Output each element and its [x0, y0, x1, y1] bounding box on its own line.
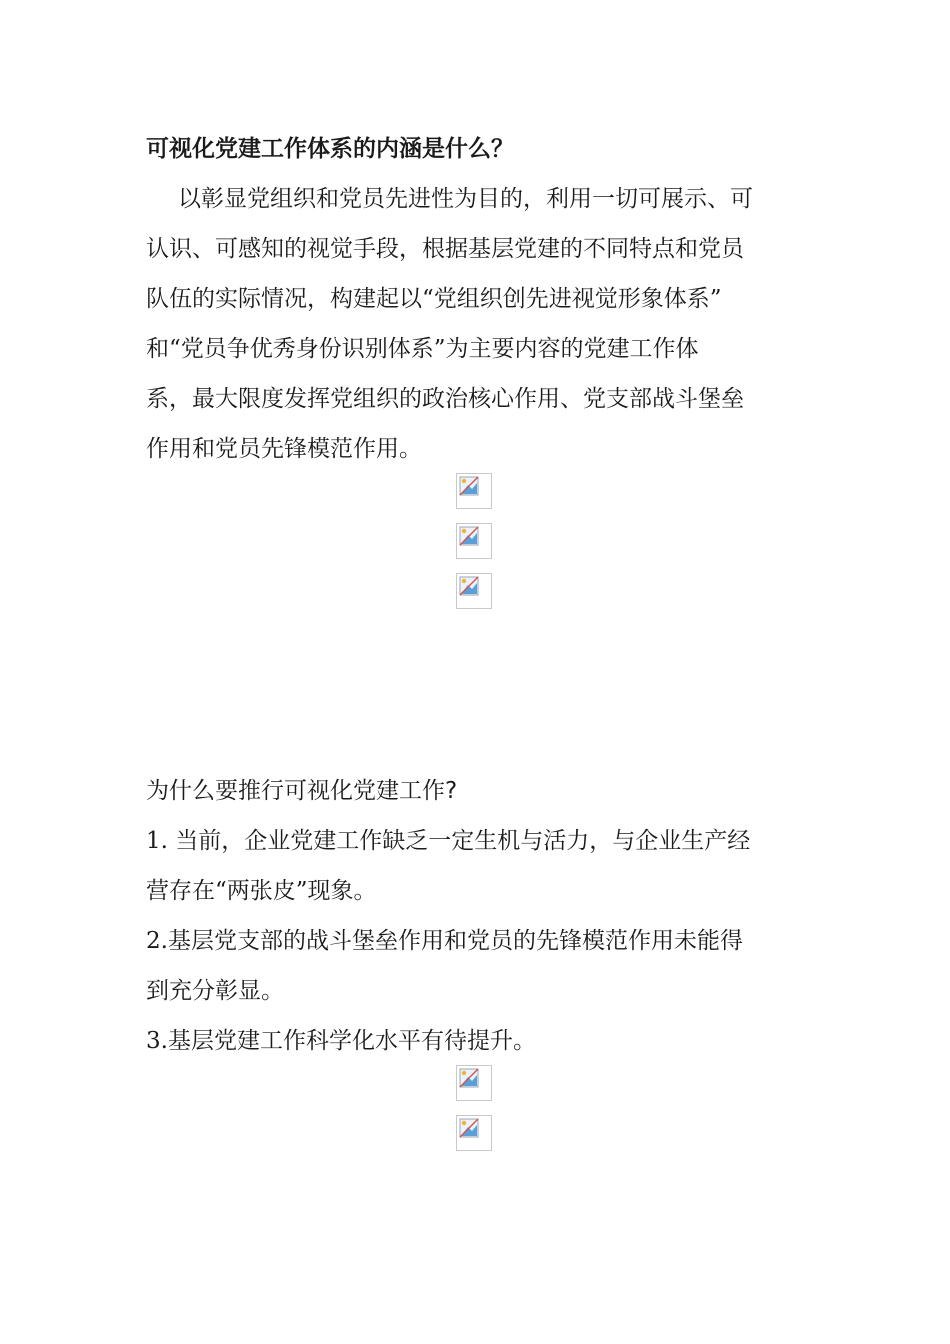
image-placeholder: [456, 1115, 492, 1151]
section1-heading: 可视化党建工作体系的内涵是什么？: [146, 135, 514, 162]
broken-image-icon: [459, 1118, 479, 1138]
list-item-line: 到充分彰显。: [146, 978, 284, 1004]
paragraph-line: 队伍的实际情况，构建起以“党组织创先进视觉形象体系”: [146, 286, 722, 312]
paragraph-line: 作用和党员先锋模范作用。: [146, 436, 422, 462]
broken-image-icon: [459, 576, 479, 596]
list-item: [146, 1016, 536, 1066]
list-item-line: 2.基层党支部的战斗堡垒作用和党员的先锋模范作用未能得: [146, 928, 743, 954]
list-item-line: 3.基层党建工作科学化水平有待提升。: [146, 1028, 536, 1054]
image-placeholder: [456, 573, 492, 609]
paragraph-line: 系，最大限度发挥党组织的政治核心作用、党支部战斗堡垒: [146, 386, 744, 412]
image-placeholder: [456, 473, 492, 509]
list-item: [146, 816, 750, 916]
image-placeholder: [456, 523, 492, 559]
broken-image-icon: [459, 526, 479, 546]
section2-heading: 为什么要推行可视化党建工作?: [146, 778, 458, 804]
list-item-line: 营存在“两张皮”现象。: [146, 878, 377, 904]
list-item-line: 1. 当前，企业党建工作缺乏一定生机与活力，与企业生产经: [146, 828, 751, 854]
paragraph-line: 以彰显党组织和党员先进性为目的，利用一切可展示、可: [178, 186, 753, 212]
section1-paragraph: [146, 174, 811, 474]
broken-image-icon: [459, 1068, 479, 1088]
paragraph-line: 和“党员争优秀身份识别体系”为主要内容的党建工作体: [146, 336, 699, 362]
broken-image-icon: [459, 476, 479, 496]
image-placeholder: [456, 1065, 492, 1101]
list-item: [146, 916, 743, 1016]
paragraph-line: 认识、可感知的视觉手段，根据基层党建的不同特点和党员: [146, 236, 744, 262]
